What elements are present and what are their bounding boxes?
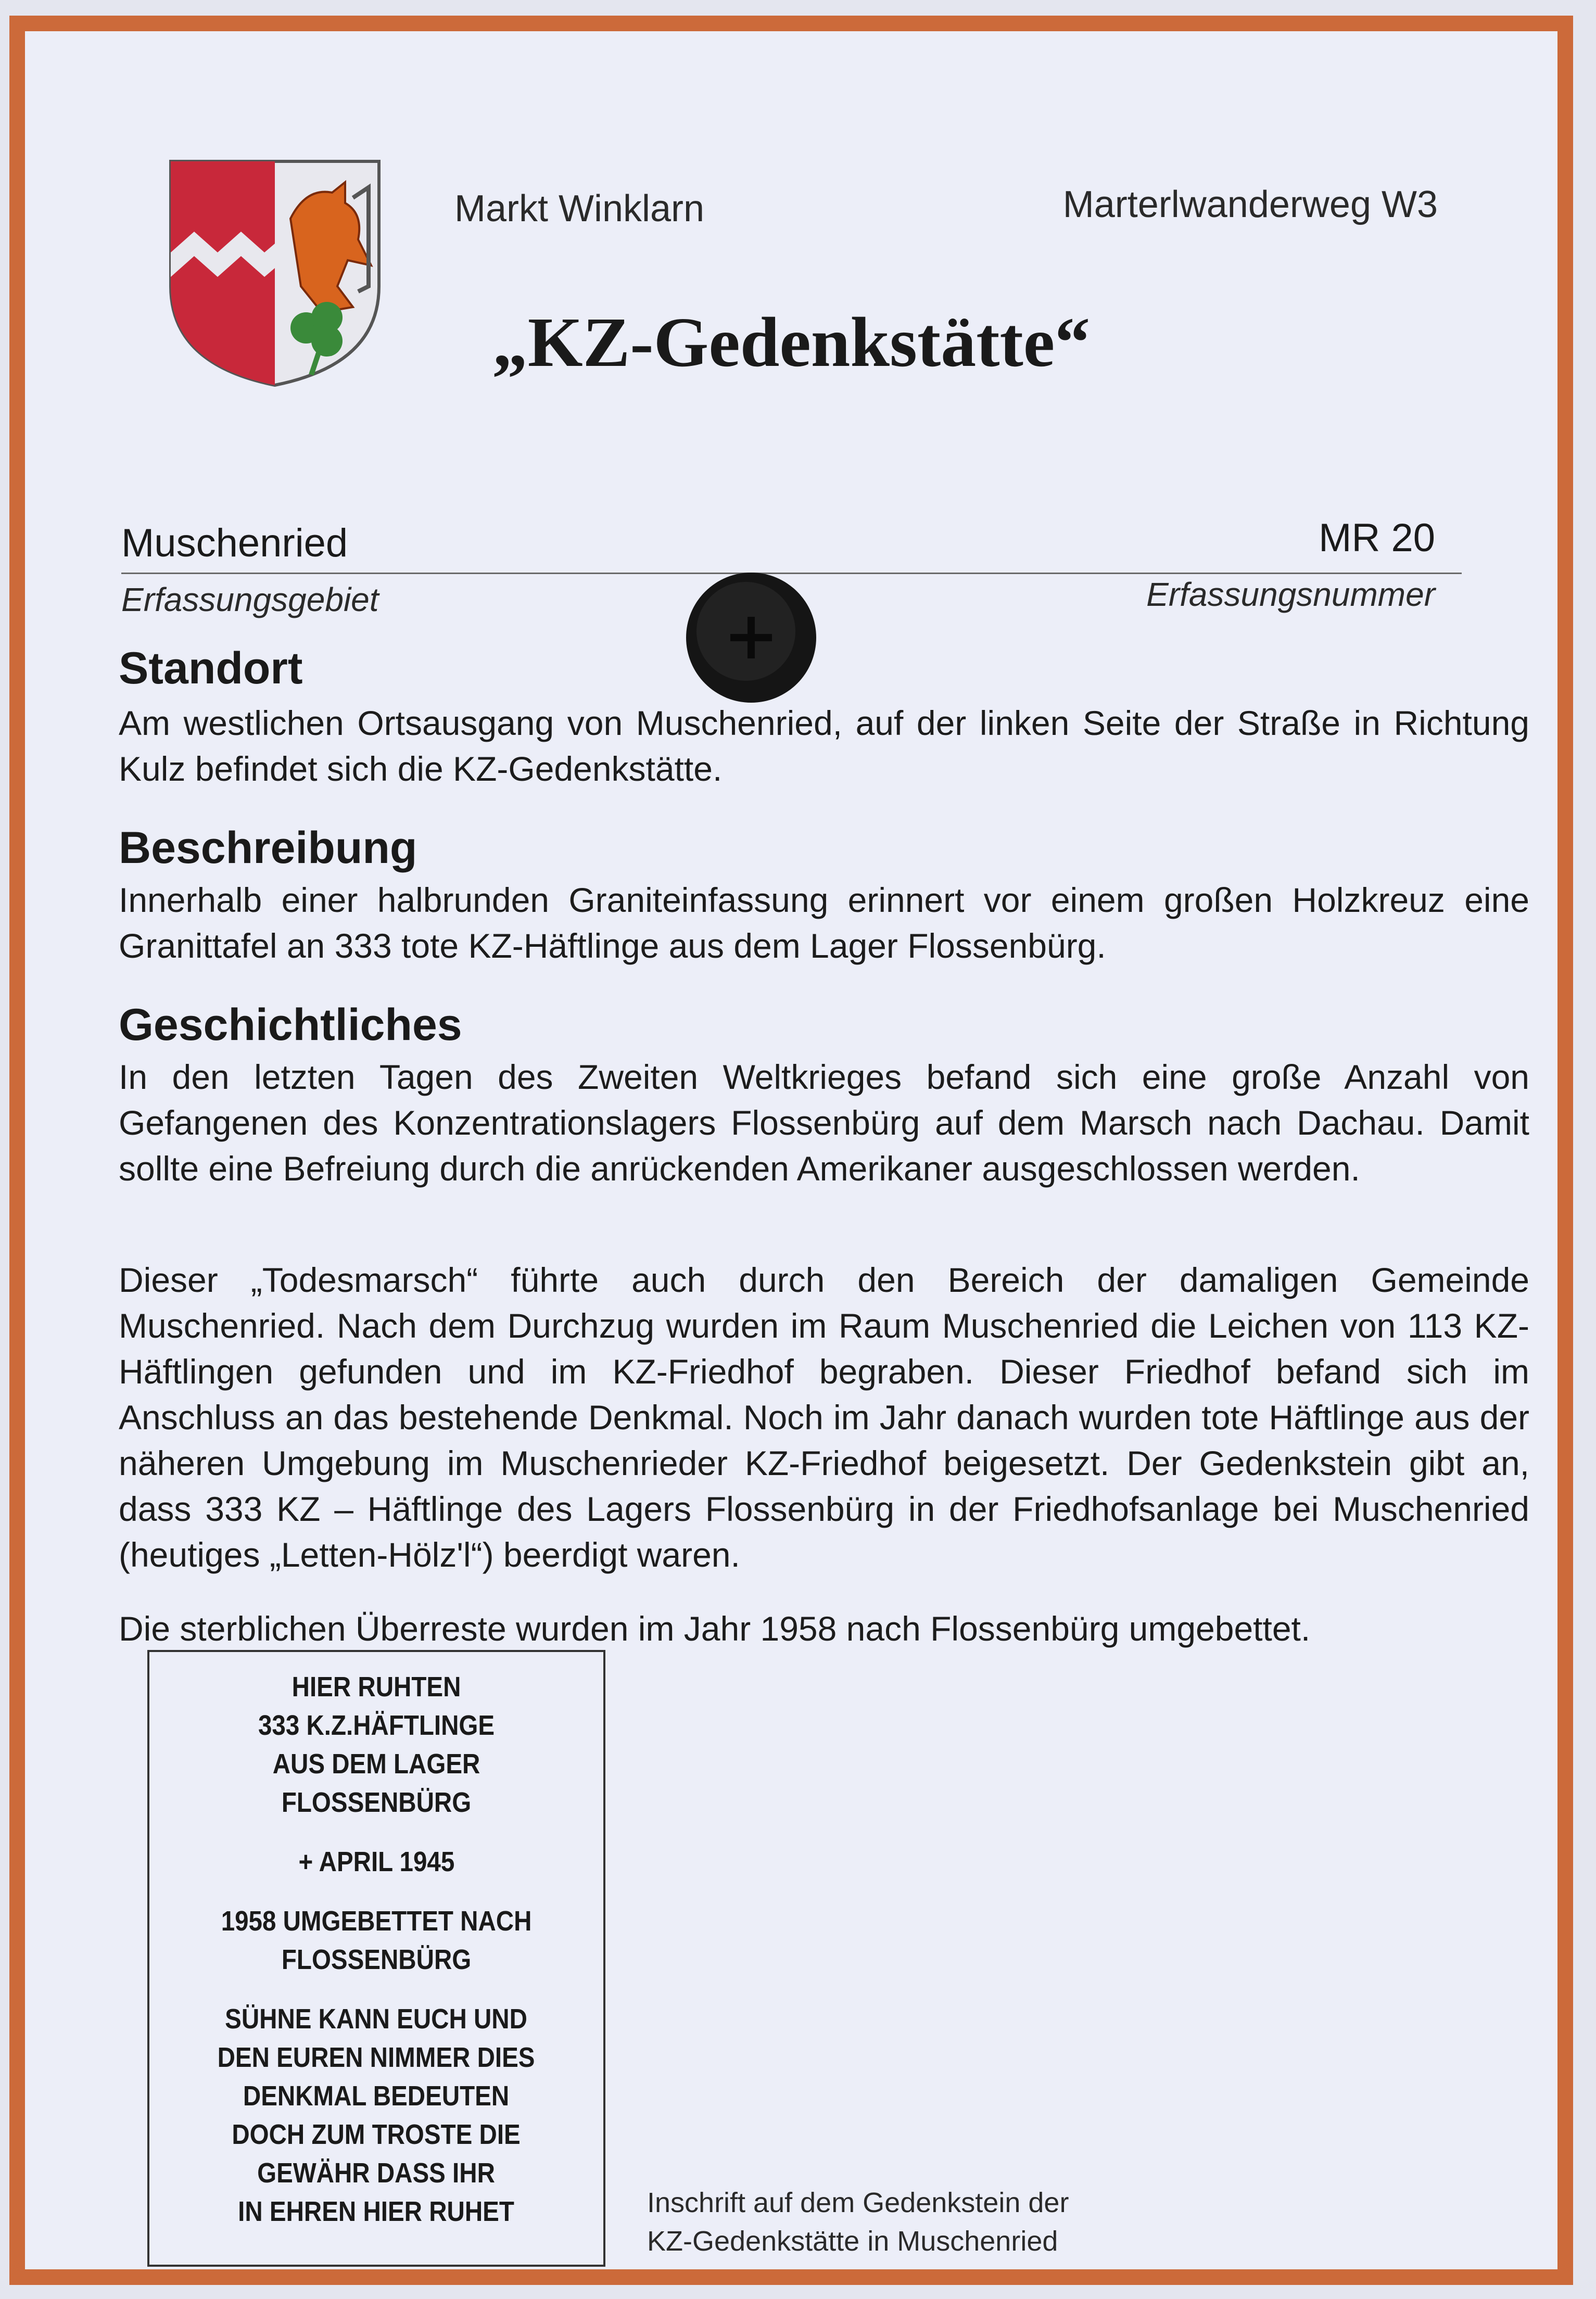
region-value: Muschenried [121,521,348,565]
heading-geschichtliches: Geschichtliches [119,1000,462,1050]
info-sign [9,16,1573,2285]
inscription-box [147,1650,605,2267]
inscription-text: HIER RUHTEN 333 K.Z.HÄFTLINGE AUS DEM LAGER FLOSSENBÜRG [258,1671,495,1818]
text-geschichtliches-1: In den letzten Tagen des Zweiten Weltkrieges befand sich eine große Anzahl von Gefangenen des Konzentrationslagers Flossenbürg auf dem Marsch nach Dachau. Damit sollte eine Befreiung durch die anrückenden Amerikaner ausgeschlossen werden. [119,1058,1529,1188]
inscription-caption: Inschrift auf dem Gedenkstein der KZ-Gedenkstätte in Muschenried [647,2187,1069,2257]
region-label: Erfassungsgebiet [121,581,379,618]
record-number-label: Erfassungsnummer [1146,576,1435,613]
screw-icon [683,570,819,705]
text-beschreibung: Innerhalb einer halbrunden Graniteinfassung erinnert vor einem großen Holzkreuz eine Granittafel an 333 tote KZ-Häftlinge aus dem Lager Flossenbürg. [119,881,1529,965]
page-title: „KZ-Gedenkstätte“ [492,303,1091,382]
inscription-text: 1958 UMGEBETTET NACH FLOSSENBÜRG [221,1906,532,1975]
record-number-value: MR 20 [1319,516,1435,560]
text-geschichtliches-2: Dieser „Todesmarsch“ führte auch durch den Bereich der damaligen Gemeinde Muschenried. Nach dem Durchzug wurden im Raum Muschenried die Leichen von 113 KZ-Häftlingen gefunden und im KZ-Friedhof begraben. Dieser Friedhof befand sich im Anschluss an das bestehende Denkmal. Noch im Jahr danach wurden tote Häftlinge aus der näheren Umgebung im Muschenrieder KZ-Friedhof beigesetzt. Der Gedenkstein gibt an, dass 333 KZ – Häftlinge des Lagers Flossenbürg in der Friedhofsanlage bei Muschenried (heutiges „Letten-Hölz'l“) beerdigt waren. [119,1261,1529,1574]
trail-name: Marterlwanderweg W3 [1062,184,1438,225]
heading-beschreibung: Beschreibung [119,823,417,873]
heading-standort: Standort [119,643,303,693]
text-geschichtliches-3: Die sterblichen Überreste wurden im Jahr 1958 nach Flossenbürg umgebettet. [119,1609,1311,1648]
municipality-name: Markt Winklarn [454,188,705,230]
inscription-text: SÜHNE KANN EUCH UND DEN EUREN NIMMER DIES DENKMAL BEDEUTEN DOCH ZUM TROSTE DIE GEWÄHR DASS IHR IN EHREN HIER RUHET [218,2003,535,2227]
inscription-text: + APRIL 1945 [298,1846,454,1877]
text-standort: Am westlichen Ortsausgang von Muschenried, auf der linken Seite der Straße in Richtung Kulz befindet sich die KZ-Gedenkstätte. [119,704,1529,788]
